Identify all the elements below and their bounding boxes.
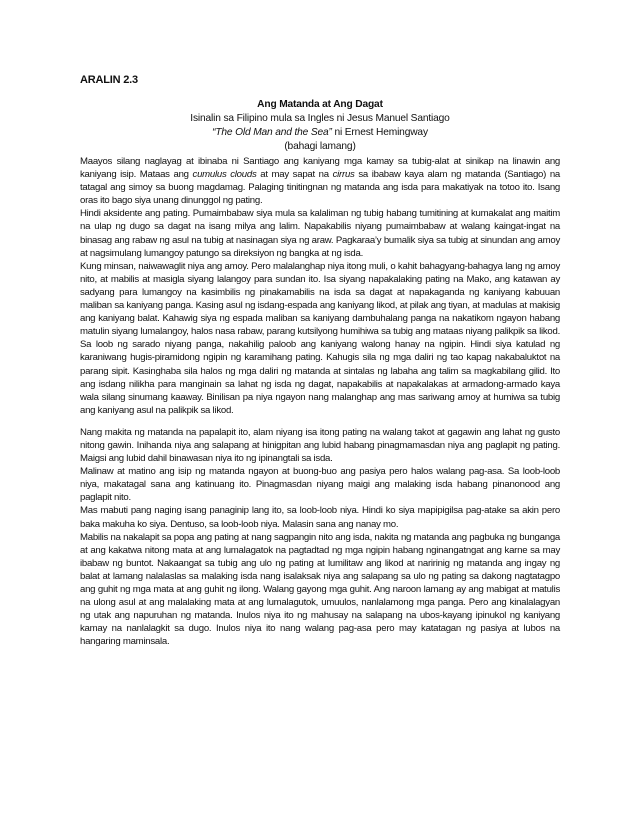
lesson-heading: ARALIN 2.3 xyxy=(80,74,138,86)
cirrus-term: cirrus xyxy=(332,169,355,181)
source-author: ni Ernest Hemingway xyxy=(331,127,428,138)
paragraph-1-text-c: at may sapat na xyxy=(256,169,333,181)
paragraph-4: Nang makita ng matanda na papalapit ito, alam niyang isa itong pating na walang takot at gagawin ang lahat ng gusto nitong gawin. Inihanda niya ang salapang at hinigpitan ang lubid habang pinagmamasdan niya ang paglapit ng pating. Maigsi ang lubid dahil binawasan niya ito ng ipinangtali sa isda. xyxy=(80,426,560,465)
title-block xyxy=(80,98,560,154)
cumulus-term: cumulus clouds xyxy=(192,169,257,181)
story-body xyxy=(80,155,560,648)
source-credit xyxy=(80,126,560,140)
paragraph-1 xyxy=(80,155,560,207)
paragraph-1-text-a: Maayos silang naglayag at ibinaba ni Santiago ang kaniyang mga kamay sa tubig-alat at sinikap na linawin ang kaniyang isip. Mataas ang xyxy=(80,156,560,181)
paragraph-7: Mabilis na nakalapit sa popa ang pating at nang sagpangin nito ang isda, nakita ng matanda ang pagbuka ng bunganga at ang kakatwa nitong mata at ang lumalagatok na pagtadtad ng mga ngipin habang nginangatngat ang karne sa may ibabaw ng buntot. Nakaangat sa tubig ang ulo ng pating at lumilitaw ang likod at naririnig ng matanda ang ingay ng balat at lamang nalalaslas sa malaking isda nang isalaksak niya ang salapang sa ulo ng pating sa dakong nagtatagpo ang guhit ng mga mata at ang guhit ng ilong. Walang gayong mga guhit. Ang naroon lamang ay ang mabigat at matulis na ulong asul at ang malalaking mata at ang lumalagutok, umuulos, nanlalamong mga panga. Pero ang kinalalagyan ng utak ang napuruhan ng matanda. Inulos niya ito ng mahusay na salapang na ubos-kayang ipinukol ng kaniyang kamay na nanlalagkit sa dugo. Inulos niya ito nang walang pag-asa pero may katatagan ng pasiya at lubos na hangaring maminsala. xyxy=(80,531,560,648)
paragraph-2: Hindi aksidente ang pating. Pumaimbabaw siya mula sa kalaliman ng tubig habang tumitining at kumakalat ang maitim na ulap ng dugo sa dagat na isang milya ang lalim. Napakabilis niyang pumaimbabaw at walang kaingat-ingat na binasag ang rabaw ng asul na tubig at nasinagan siya ng araw. Pagkaraa’y bumalik siya sa tubig at sinundan ang amoy at nagsimulang lumangoy patungo sa direksiyon ng bangka at ng isda. xyxy=(80,208,560,259)
source-title: “The Old Man and the Sea” xyxy=(212,127,332,138)
paragraph-6: Mas mabuti pang naging isang panaginip lang ito, sa loob-loob niya. Hindi ko siya mapipigilsa pag-atake sa akin pero baka makuha ko siya. Dentuso, sa loob-loob niya. Malasin sana ang nanay mo. xyxy=(80,505,560,530)
paragraph-1-text-e: sa ibabaw kaya alam ng matanda (Santiago) na tatagal ang simoy sa buong magdamag. Palaging tinitingnan ng matanda ang isda para makatiyak na totoo ito. Isang oras ito bago siya unang dinunggol ng pating. xyxy=(80,169,561,207)
translation-credit: Isinalin sa Filipino mula sa Ingles ni Jesus Manuel Santiago xyxy=(190,113,450,124)
story-title: Ang Matanda at Ang Dagat xyxy=(257,99,383,110)
excerpt-note: (bahagi lamang) xyxy=(284,141,356,152)
paragraph-5: Malinaw at matino ang isip ng matanda ngayon at buong-buo ang pasiya pero halos walang pag-asa. Sa loob-loob niya, makatagal sana ang katinuang ito. Pinagmasdan niyang maigi ang malaking isda habang pinanonood ang paglapit nito. xyxy=(80,466,560,504)
paragraph-3: Kung minsan, naiwawaglit niya ang amoy. Pero malalanghap niya itong muli, o kahit bahagyang-bahagya lang ng amoy nito, at mabilis at masigla siyang lalangoy para sundan ito. Isa siyang napakalaking pating na Mako, ang katawan ay sadyang para lumangoy na kasimbilis ng pinakamabilis na isda sa dagat at napakaganda ng kaniyang kabuuan maliban sa kaniyang panga. Kasing asul ng isdang-espada ang kaniyang likod, at pilak ang tiyan, at madulas at makisig ang kaniyang balat. Kahawig siya ng espada maliban sa kaniyang dambuhalang panga na nakatikom ngayon habang matulin siyang lumalangoy, halos nasa rabaw, parang kutsilyong humihiwa sa tubig ang mataas niyang palikpik sa likod. Sa loob ng sarado niyang panga, nakahilig paloob ang kaniyang walong hanay na ngipin. Hindi siya katulad ng karaniwang hugis-piramidong ngipin ng karamihang pating. Kahugis sila ng mga daliri ng tao kapag nakabaluktot na parang sipit. Kasinghaba sila halos ng mga daliri ng matanda at sintalas ng labaha ang talim sa magkabilang gilid. Ito ang isdang nilikha para manginain sa lahat ng isda ng dagat, napakabilis at napakalakas at armadong-armado kaya wala silang sinumang kaaway. Binilisan pa niya ngayon nang malanghap ang mas sariwang amoy at humiwa sa tubig ang kaniyang asul na palikpik sa likod. xyxy=(80,260,560,416)
